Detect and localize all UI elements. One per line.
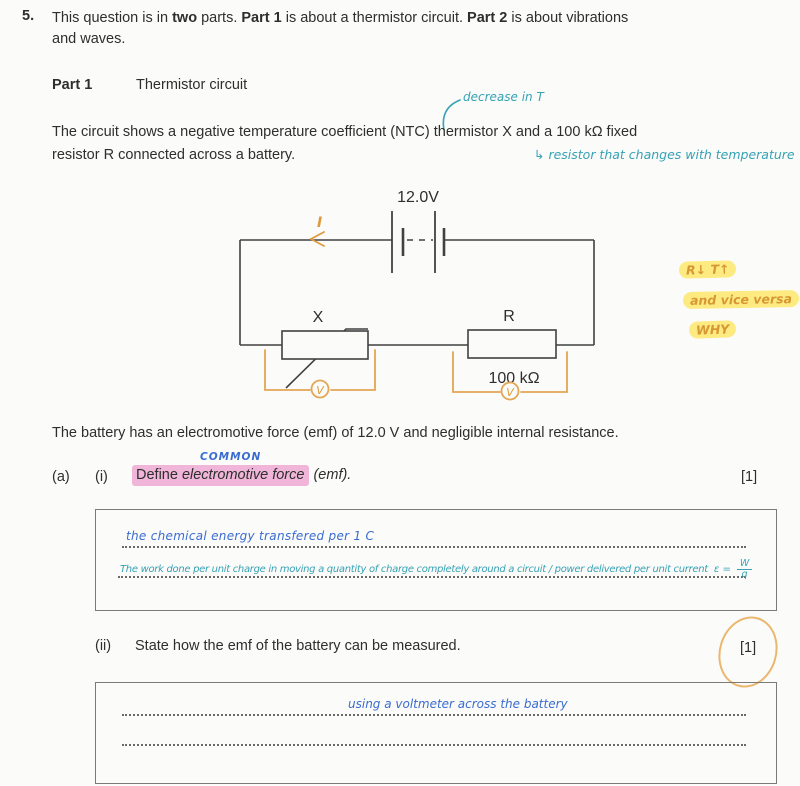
question-number: 5. bbox=[22, 8, 35, 24]
intro-segment: is about a thermistor circuit. bbox=[281, 10, 468, 26]
answer-dotted-line bbox=[122, 546, 746, 548]
description-line: resistor R connected across a battery. bbox=[52, 147, 296, 163]
thermistor-label: X bbox=[312, 309, 324, 326]
part1-title: Thermistor circuit bbox=[136, 77, 248, 93]
answer1-handwriting-line2-row bbox=[120, 559, 768, 580]
answer-dotted-line bbox=[122, 744, 746, 746]
resistor-body bbox=[468, 330, 556, 358]
description-line: The circuit shows a negative temperature coefficient (NTC) thermistor X and a 100 kΩ fixed bbox=[52, 124, 638, 140]
battery-symbol bbox=[392, 211, 444, 273]
intro-segment-bold: Part 2 bbox=[467, 10, 508, 26]
annotation-common: COMMON bbox=[200, 451, 262, 463]
marks-badge-i: [1] bbox=[741, 469, 758, 485]
prompt-emf-rest: (emf). bbox=[309, 467, 352, 483]
question-intro bbox=[52, 8, 752, 50]
intro-segment: and waves. bbox=[52, 31, 126, 47]
thermistor-x bbox=[282, 309, 368, 388]
prompt-emf-term: electromotive force bbox=[181, 467, 305, 483]
part-a-label: (a) bbox=[52, 469, 70, 485]
resistor-r bbox=[468, 308, 556, 387]
answer1-handwriting-line1: the chemical energy transfered per 1 C bbox=[126, 529, 375, 543]
define-emf-prompt bbox=[132, 467, 351, 483]
pink-highlight bbox=[132, 465, 309, 486]
part1-label: Part 1 bbox=[52, 77, 93, 93]
intro-segment: This question is in bbox=[52, 10, 173, 26]
answer1-formula-lhs: ε = bbox=[713, 564, 731, 575]
formula-denominator: q bbox=[741, 569, 748, 580]
resistor-value-label: 100 kΩ bbox=[488, 370, 540, 387]
yellow-note-vice-versa: and vice versa bbox=[683, 290, 799, 309]
intro-segment: parts. bbox=[197, 10, 242, 26]
measure-emf-prompt: State how the emf of the battery can be measured. bbox=[135, 638, 461, 654]
circuit-diagram bbox=[0, 175, 800, 425]
answer-dotted-line bbox=[122, 714, 746, 716]
battery-statement: The battery has an electromotive force (emf) of 12.0 V and negligible internal resistance. bbox=[52, 425, 619, 441]
prompt-define: Define bbox=[136, 467, 182, 483]
current-arrow-annotation bbox=[311, 215, 324, 246]
annotation-resistor-note: ↳ resistor that changes with temperature bbox=[534, 147, 795, 162]
part-ii-label: (ii) bbox=[95, 638, 112, 654]
resistor-label: R bbox=[503, 308, 515, 325]
current-label: I bbox=[317, 215, 323, 231]
yellow-note-r-t: R↓ T↑ bbox=[679, 260, 737, 278]
marks-badge-ii: [1] bbox=[740, 640, 757, 656]
intro-segment-bold: Part 1 bbox=[241, 10, 282, 26]
voltmeter-label: V bbox=[506, 386, 514, 399]
thermistor-body bbox=[282, 331, 368, 359]
battery-voltage-label: 12.0V bbox=[397, 189, 439, 206]
intro-segment: is about vibrations bbox=[507, 10, 629, 26]
annotation-decrease-in-t: decrease in T bbox=[463, 90, 544, 104]
voltmeter-label: V bbox=[316, 384, 324, 397]
answer-box-1 bbox=[95, 509, 777, 611]
yellow-note-why: WHY bbox=[689, 320, 737, 339]
answer2-handwriting-line1: using a voltmeter across the battery bbox=[348, 697, 568, 711]
part-i-label: (i) bbox=[95, 469, 108, 485]
answer1-formula-fraction bbox=[737, 559, 752, 580]
answer1-handwriting-line2: The work done per unit charge in moving a quantity of charge completely around a circuit / power delivered per unit current bbox=[120, 564, 708, 575]
formula-numerator: W bbox=[737, 559, 752, 570]
intro-segment-bold: two bbox=[172, 10, 198, 26]
answer-box-2 bbox=[95, 682, 777, 784]
